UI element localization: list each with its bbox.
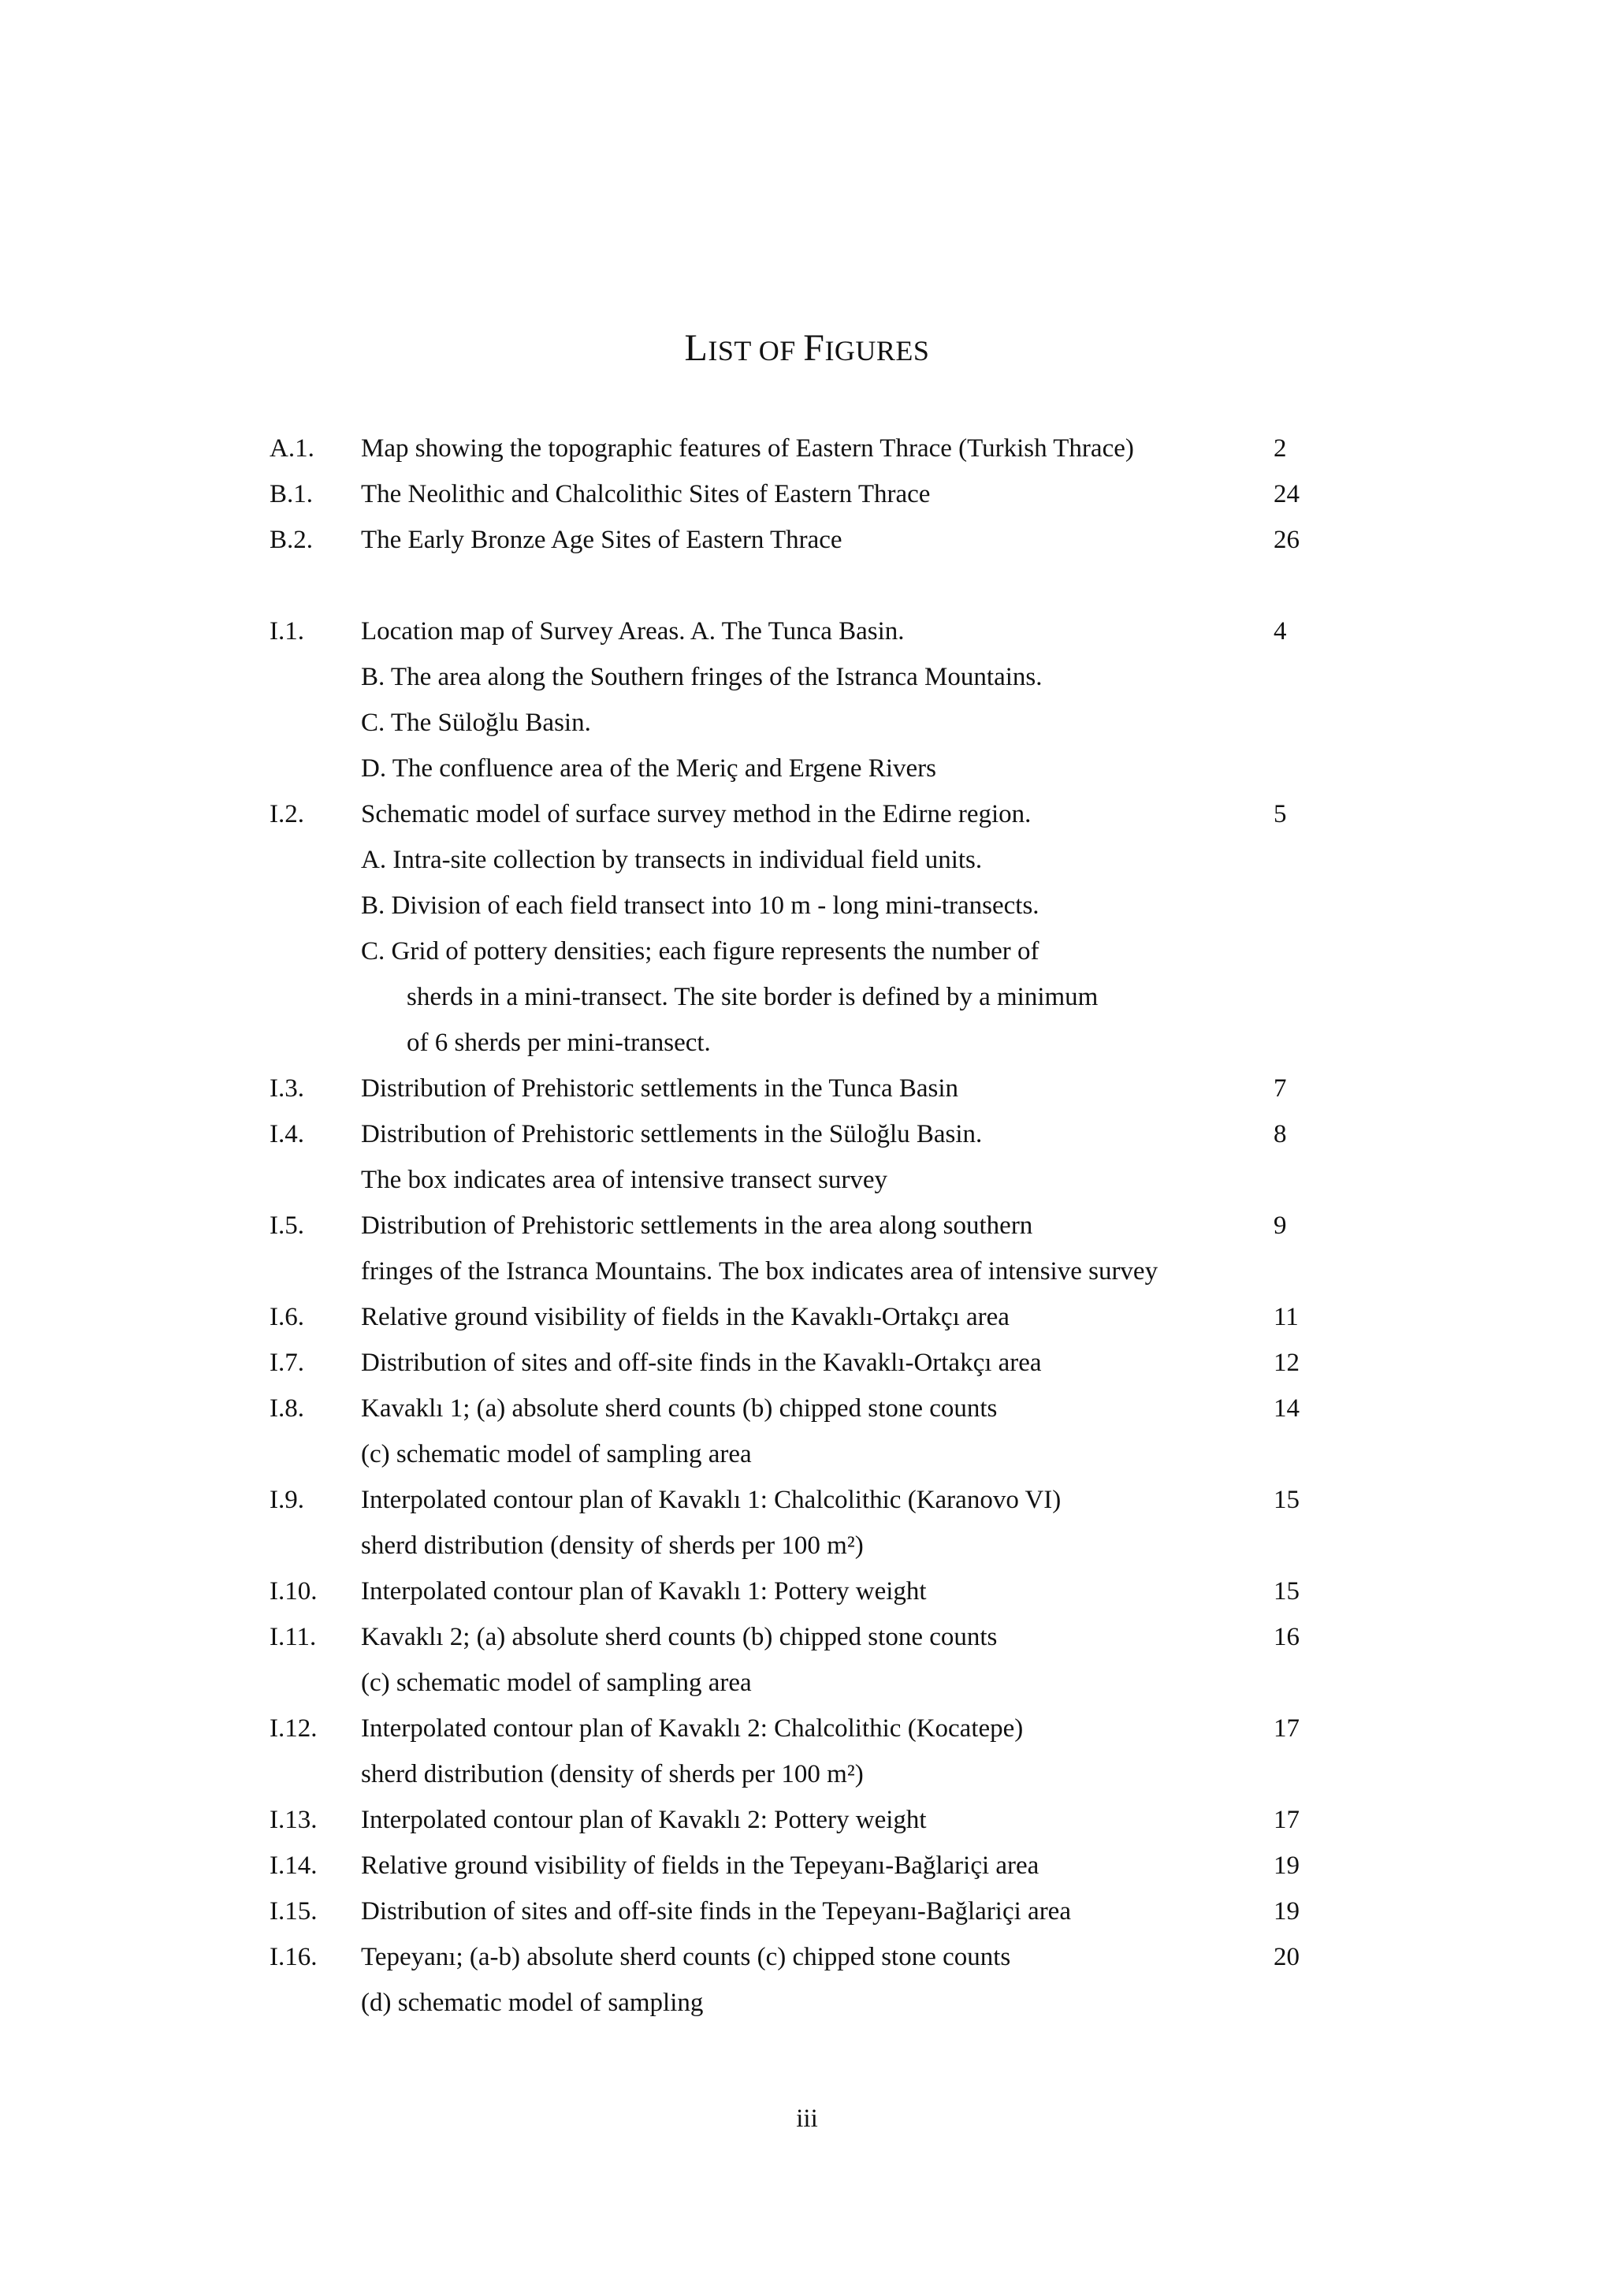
figure-entry-line xyxy=(0,1248,1614,1294)
figure-entry-line xyxy=(0,1614,1614,1660)
figure-caption: Interpolated contour plan of Kavaklı 2: Pottery weight xyxy=(361,1806,927,1834)
figure-caption: B. The area along the Southern fringes of the Istranca Mountains. xyxy=(361,663,1043,691)
figure-entry-line xyxy=(0,1340,1614,1386)
figure-caption: Distribution of sites and off-site finds in the Tepeyanı-Bağlariçi area xyxy=(361,1897,1071,1926)
figure-entry-line xyxy=(0,1477,1614,1523)
figure-entry-line xyxy=(0,1980,1614,2026)
figure-entry-line xyxy=(0,1568,1614,1614)
figure-entry-line xyxy=(0,426,1614,471)
figure-entry-line xyxy=(0,1751,1614,1797)
figure-caption: (d) schematic model of sampling xyxy=(361,1989,704,2017)
figure-entry-line xyxy=(0,1020,1614,1066)
title-smallcaps-1: IST OF xyxy=(708,335,804,367)
figure-number: B.1. xyxy=(270,480,314,508)
figure-number: I.16. xyxy=(270,1943,318,1971)
page-ref: 14 xyxy=(1274,1394,1300,1423)
figure-caption: Relative ground visibility of fields in the Tepeyanı-Bağlariçi area xyxy=(361,1851,1039,1880)
page-title xyxy=(0,326,1614,370)
figure-caption: Distribution of Prehistoric settlements in the Tunca Basin xyxy=(361,1074,959,1103)
page-ref: 24 xyxy=(1274,480,1300,508)
figure-caption: of 6 sherds per mini-transect. xyxy=(407,1029,711,1057)
page-ref: 11 xyxy=(1274,1303,1299,1331)
figure-entry-line xyxy=(0,746,1614,791)
figure-entry-line xyxy=(0,1386,1614,1431)
figure-entry-line xyxy=(0,1706,1614,1751)
figure-entry-line xyxy=(0,700,1614,746)
figure-number: I.2. xyxy=(270,800,304,828)
figure-number: A.1. xyxy=(270,434,314,463)
figure-number: I.11. xyxy=(270,1623,317,1651)
figure-caption: sherd distribution (density of sherds per 100 m²) xyxy=(361,1531,864,1560)
figure-entry-line xyxy=(0,883,1614,928)
figure-number: I.4. xyxy=(270,1120,304,1148)
page-ref: 19 xyxy=(1274,1851,1300,1880)
figure-caption: sherds in a mini-transect. The site border is defined by a minimum xyxy=(407,983,1099,1011)
figure-caption: The Early Bronze Age Sites of Eastern Thrace xyxy=(361,526,842,554)
page-ref: 17 xyxy=(1274,1806,1300,1834)
figure-entry-line xyxy=(0,974,1614,1020)
page-ref: 4 xyxy=(1274,617,1287,646)
page-ref: 2 xyxy=(1274,434,1287,463)
page-ref: 26 xyxy=(1274,526,1300,554)
figure-caption: B. Division of each field transect into 10 m - long mini-transects. xyxy=(361,891,1039,920)
figure-entry-line xyxy=(0,1523,1614,1568)
page-ref: 17 xyxy=(1274,1714,1300,1743)
page-ref: 8 xyxy=(1274,1120,1287,1148)
figure-number: I.12. xyxy=(270,1714,318,1743)
figure-entry-line xyxy=(0,1660,1614,1706)
page-number: iii xyxy=(796,2104,818,2133)
figure-entry-line xyxy=(0,1797,1614,1843)
figure-entry-line xyxy=(0,1203,1614,1248)
figure-entry-line xyxy=(0,1431,1614,1477)
page-ref: 7 xyxy=(1274,1074,1287,1103)
figure-caption: Schematic model of surface survey method in the Edirne region. xyxy=(361,800,1032,828)
figure-caption: Kavaklı 1; (a) absolute sherd counts (b) chipped stone counts xyxy=(361,1394,998,1423)
figure-entry-line xyxy=(0,1843,1614,1889)
figure-entry-line xyxy=(0,791,1614,837)
figure-number: I.13. xyxy=(270,1806,318,1834)
figure-number: I.3. xyxy=(270,1074,304,1103)
figure-caption: Distribution of sites and off-site finds in the Kavaklı-Ortakçı area xyxy=(361,1349,1042,1377)
figure-number: I.8. xyxy=(270,1394,304,1423)
figure-entry-line xyxy=(0,471,1614,517)
page-ref: 12 xyxy=(1274,1349,1300,1377)
figure-entry-line xyxy=(0,1111,1614,1157)
figure-caption: C. The Süloğlu Basin. xyxy=(361,709,591,737)
figure-entry-line xyxy=(0,837,1614,883)
figure-caption: A. Intra-site collection by transects in individual field units. xyxy=(361,846,983,874)
figure-caption: Interpolated contour plan of Kavaklı 2: Chalcolithic (Kocatepe) xyxy=(361,1714,1024,1743)
title-initial-f: F xyxy=(803,327,825,369)
figure-caption: Relative ground visibility of fields in the Kavaklı-Ortakçı area xyxy=(361,1303,1010,1331)
page-ref: 5 xyxy=(1274,800,1287,828)
figure-caption: fringes of the Istranca Mountains. The box indicates area of intensive survey xyxy=(361,1257,1158,1286)
page-ref: 15 xyxy=(1274,1486,1300,1514)
figure-entry-line xyxy=(0,1889,1614,1934)
page-ref: 20 xyxy=(1274,1943,1300,1971)
figure-caption: Distribution of Prehistoric settlements in the Süloğlu Basin. xyxy=(361,1120,983,1148)
figure-entry-line xyxy=(0,608,1614,654)
figure-caption: C. Grid of pottery densities; each figure represents the number of xyxy=(361,937,1039,966)
figure-number: I.5. xyxy=(270,1211,304,1240)
figure-number: I.10. xyxy=(270,1577,318,1606)
figure-number: I.6. xyxy=(270,1303,304,1331)
figure-caption: Map showing the topographic features of Eastern Thrace (Turkish Thrace) xyxy=(361,434,1134,463)
page-ref: 15 xyxy=(1274,1577,1300,1606)
figure-caption: Distribution of Prehistoric settlements in the area along southern xyxy=(361,1211,1033,1240)
page-ref: 16 xyxy=(1274,1623,1300,1651)
figure-entry-line xyxy=(0,654,1614,700)
figure-caption: Interpolated contour plan of Kavaklı 1: Chalcolithic (Karanovo VI) xyxy=(361,1486,1062,1514)
figure-caption: (c) schematic model of sampling area xyxy=(361,1440,752,1468)
figure-number: I.9. xyxy=(270,1486,304,1514)
figure-caption: Location map of Survey Areas. A. The Tunca Basin. xyxy=(361,617,905,646)
figure-entry-line xyxy=(0,1934,1614,1980)
figure-number: I.15. xyxy=(270,1897,318,1926)
figure-number: I.14. xyxy=(270,1851,318,1880)
figure-entry-line xyxy=(0,517,1614,563)
title-initial-l: L xyxy=(684,327,708,369)
figure-caption: The Neolithic and Chalcolithic Sites of Eastern Thrace xyxy=(361,480,931,508)
figure-entry-line xyxy=(0,1157,1614,1203)
figure-caption: The box indicates area of intensive transect survey xyxy=(361,1166,887,1194)
figure-caption: (c) schematic model of sampling area xyxy=(361,1669,752,1697)
figure-number: B.2. xyxy=(270,526,314,554)
figure-entry-line xyxy=(0,1294,1614,1340)
figure-number: I.1. xyxy=(270,617,304,646)
figure-number: I.7. xyxy=(270,1349,304,1377)
page-ref: 19 xyxy=(1274,1897,1300,1926)
figure-caption: D. The confluence area of the Meriç and Ergene Rivers xyxy=(361,754,936,783)
figure-caption: Interpolated contour plan of Kavaklı 1: Pottery weight xyxy=(361,1577,927,1606)
figure-caption: sherd distribution (density of sherds per 100 m²) xyxy=(361,1760,864,1788)
figure-entry-line xyxy=(0,1066,1614,1111)
figure-entry-line xyxy=(0,928,1614,974)
title-smallcaps-2: IGURES xyxy=(824,335,930,367)
figure-caption: Kavaklı 2; (a) absolute sherd counts (b) chipped stone counts xyxy=(361,1623,998,1651)
page-ref: 9 xyxy=(1274,1211,1287,1240)
figure-caption: Tepeyanı; (a-b) absolute sherd counts (c) chipped stone counts xyxy=(361,1943,1011,1971)
